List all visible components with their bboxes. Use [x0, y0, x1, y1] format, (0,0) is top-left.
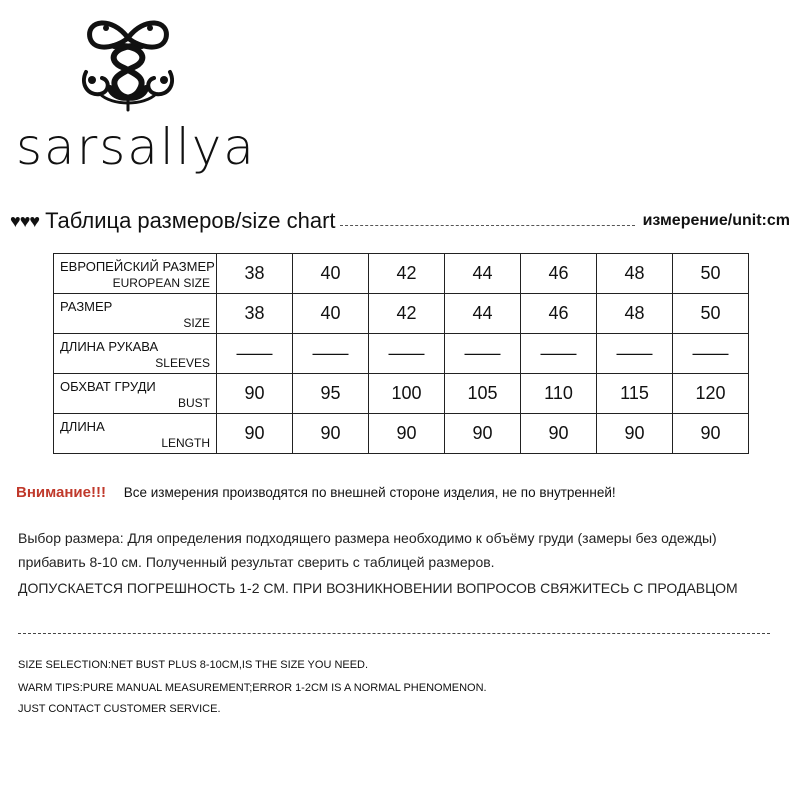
table-cell: 46 — [521, 254, 597, 294]
table-cell: 110 — [521, 374, 597, 414]
row-label — [54, 374, 217, 414]
row-label-en: SIZE — [183, 316, 210, 330]
table-cell: 44 — [445, 294, 521, 334]
table-cell: 48 — [597, 254, 673, 294]
row-label-ru: РАЗМЕР — [60, 299, 113, 314]
table-cell: 46 — [521, 294, 597, 334]
table-row — [54, 334, 749, 374]
row-label-ru: ДЛИНА РУКАВА — [60, 339, 159, 354]
row-label-ru: ЕВРОПЕЙСКИЙ РАЗМЕР — [60, 259, 215, 274]
table-cell: 42 — [369, 254, 445, 294]
row-label-ru: ДЛИНА — [60, 419, 105, 434]
table-cell: 38 — [217, 254, 293, 294]
row-label-ru: ОБХВАТ ГРУДИ — [60, 379, 156, 394]
table-cell: 100 — [369, 374, 445, 414]
ornate-monogram-icon — [76, 8, 180, 112]
row-label — [54, 334, 217, 374]
table-cell: 90 — [369, 414, 445, 454]
table-cell: 90 — [217, 374, 293, 414]
size-table — [53, 253, 749, 454]
table-cell: 40 — [293, 294, 369, 334]
table-cell: 48 — [597, 294, 673, 334]
table-cell: —— — [445, 334, 521, 374]
size-chart-heading — [10, 206, 790, 236]
table-cell: —— — [293, 334, 369, 374]
heading-title: Таблица размеров/size chart — [45, 208, 336, 233]
english-note: WARM TIPS:PURE MANUAL MEASUREMENT;ERROR 1-2CM IS A NORMAL PHENOMENON. — [18, 682, 487, 694]
table-cell: 40 — [293, 254, 369, 294]
size-selection-text: Выбор размера: Для определения подходящего размера необходимо к объёму груди (замеры без одежды) прибавить 8-10 см. Полученный результат сверить с таблицей размеров. — [18, 530, 717, 570]
notice-text: Все измерения производятся по внешней стороне изделия, не по внутренней! — [123, 485, 616, 500]
unit-label: измерение/unit:cm — [642, 212, 790, 229]
table-cell: 90 — [217, 414, 293, 454]
row-label — [54, 254, 217, 294]
table-cell: 50 — [673, 294, 749, 334]
hearts-icon: ♥♥♥ — [10, 210, 40, 231]
table-row — [54, 254, 749, 294]
row-label — [54, 294, 217, 334]
table-cell: 50 — [673, 254, 749, 294]
row-label-en: LENGTH — [161, 436, 210, 450]
brand-name: sarsallya — [16, 118, 256, 176]
table-cell: 105 — [445, 374, 521, 414]
english-note: SIZE SELECTION:NET BUST PLUS 8-10CM,IS THE SIZE YOU NEED. — [18, 659, 369, 671]
row-label — [54, 414, 217, 454]
section-divider — [18, 633, 770, 634]
row-label-en: EUROPEAN SIZE — [112, 276, 210, 290]
table-cell: 90 — [445, 414, 521, 454]
notice-label: Внимание!!! — [16, 484, 106, 501]
table-cell: 90 — [673, 414, 749, 454]
tolerance-text: ДОПУСКАЕТСЯ ПОГРЕШНОСТЬ 1-2 СМ. ПРИ ВОЗНИКНОВЕНИИ ВОПРОСОВ СВЯЖИТЕСЬ С ПРОДАВЦОМ — [18, 580, 738, 596]
table-cell: 38 — [217, 294, 293, 334]
english-note: JUST CONTACT CUSTOMER SERVICE. — [18, 703, 221, 715]
table-row — [54, 374, 749, 414]
table-row — [54, 414, 749, 454]
measurement-notice — [16, 484, 616, 501]
table-cell: 44 — [445, 254, 521, 294]
table-cell: 90 — [521, 414, 597, 454]
table-cell: —— — [673, 334, 749, 374]
row-label-en: BUST — [177, 396, 210, 410]
table-cell: 90 — [597, 414, 673, 454]
table-cell: —— — [597, 334, 673, 374]
table-cell: —— — [521, 334, 597, 374]
table-cell: 115 — [597, 374, 673, 414]
row-label-en: SLEEVES — [155, 356, 210, 370]
table-row — [54, 294, 749, 334]
table-cell: 90 — [293, 414, 369, 454]
table-cell: 95 — [293, 374, 369, 414]
table-cell: —— — [369, 334, 445, 374]
heading-divider — [340, 225, 635, 226]
table-cell: —— — [217, 334, 293, 374]
table-cell: 120 — [673, 374, 749, 414]
table-cell: 42 — [369, 294, 445, 334]
